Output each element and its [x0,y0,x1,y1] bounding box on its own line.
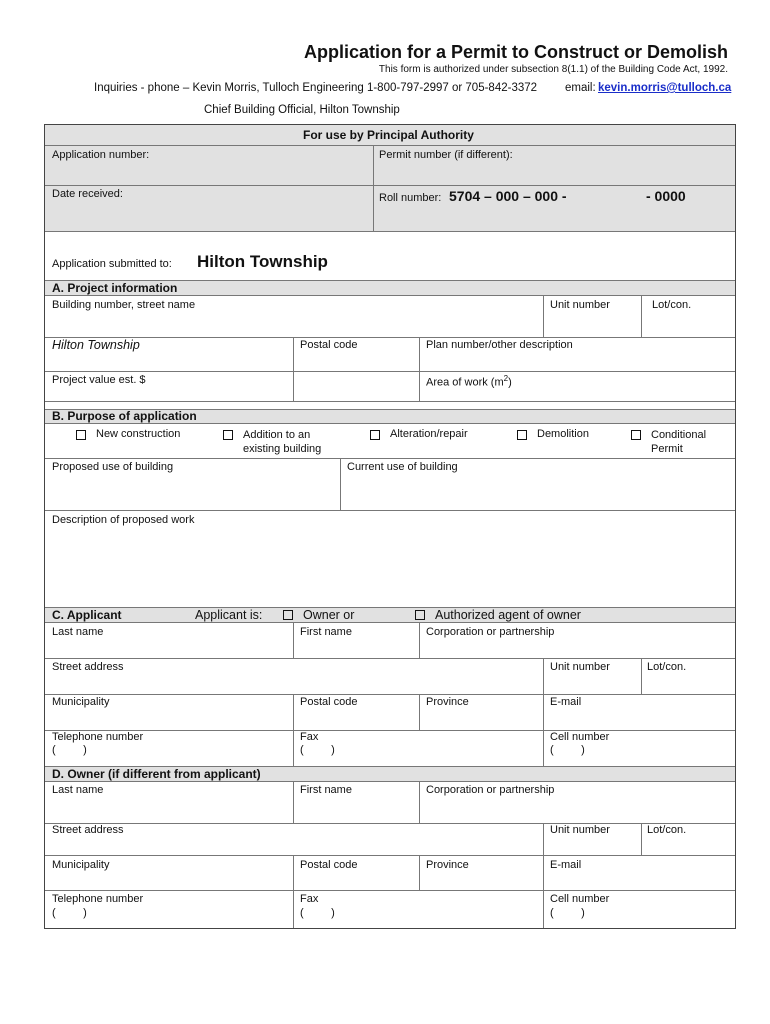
owner-street-field[interactable]: Street address [52,824,124,836]
date-received-field[interactable]: Date received: [52,188,123,200]
inquiries-line: Inquiries - phone – Kevin Morris, Tulloch Engineering 1-800-797-2997 or 705-842-3372 [94,82,538,94]
applicant-first-name-field[interactable]: First name [300,626,352,638]
applicant-telephone-field[interactable]: Telephone number [52,731,144,743]
applicant-province-field[interactable]: Province [426,696,469,708]
authority-heading: For use by Principal Authority [303,128,474,142]
applicant-fax-area: ( ) [300,744,335,756]
permit-form [44,124,736,929]
owner-cell-field[interactable]: Cell number [550,893,610,905]
submitted-to-value: Hilton Township [197,252,328,271]
owner-corporation-field[interactable]: Corporation or partnership [426,784,555,796]
applicant-is-label: Applicant is: [195,608,263,622]
email-link[interactable]: kevin.morris@tulloch.ca [598,82,732,94]
section-c-heading: C. Applicant [52,608,122,622]
addition-checkbox[interactable]: Addition to an existing building [223,428,333,456]
conditional-permit-checkbox[interactable]: Conditional Permit [631,428,711,456]
applicant-lot-field[interactable]: Lot/con. [647,661,687,673]
section-b-heading: B. Purpose of application [52,409,197,423]
applicant-postal-field[interactable]: Postal code [300,696,358,708]
chief-building-official: Chief Building Official, Hilton Township [204,104,400,116]
owner-checkbox[interactable]: Owner or [283,608,354,622]
municipality-value: Hilton Township [52,338,140,352]
applicant-email-field[interactable]: E-mail [550,696,582,708]
owner-last-name-field[interactable]: Last name [52,784,104,796]
application-number-field[interactable]: Application number: [52,149,150,161]
postal-code-field[interactable]: Postal code [300,339,358,351]
alteration-repair-checkbox[interactable]: Alteration/repair [370,428,468,440]
owner-postal-field[interactable]: Postal code [300,859,358,871]
owner-fax-field[interactable]: Fax [300,893,319,905]
permit-number-field[interactable]: Permit number (if different): [379,149,513,161]
current-use-field[interactable]: Current use of building [347,461,458,473]
section-d-heading: D. Owner (if different from applicant) [52,767,261,781]
applicant-unit-field[interactable]: Unit number [550,661,610,673]
new-construction-checkbox[interactable]: New construction [76,428,180,440]
owner-telephone-area: ( ) [52,907,87,919]
owner-unit-field[interactable]: Unit number [550,824,610,836]
owner-cell-area: ( ) [550,907,585,919]
demolition-checkbox[interactable]: Demolition [517,428,589,440]
owner-first-name-field[interactable]: First name [300,784,352,796]
proposed-use-field[interactable]: Proposed use of building [52,461,174,473]
email-label: email: [565,82,596,94]
agent-checkbox[interactable]: Authorized agent of owner [415,608,581,622]
applicant-cell-field[interactable]: Cell number [550,731,610,743]
applicant-last-name-field[interactable]: Last name [52,626,104,638]
owner-email-field[interactable]: E-mail [550,859,582,871]
owner-province-field[interactable]: Province [426,859,469,871]
owner-municipality-field[interactable]: Municipality [52,859,110,871]
project-value-field[interactable]: Project value est. $ [52,374,146,386]
applicant-cell-area: ( ) [550,744,585,756]
roll-number-label: Roll number: [379,192,442,204]
applicant-municipality-field[interactable]: Municipality [52,696,110,708]
unit-number-field[interactable]: Unit number [550,299,610,311]
applicant-fax-field[interactable]: Fax [300,731,319,743]
area-of-work-field[interactable]: Area of work $(m^2)$ [426,374,512,389]
description-field[interactable]: Description of proposed work [52,514,195,526]
lot-con-field[interactable]: Lot/con. [652,299,692,311]
owner-fax-area: ( ) [300,907,335,919]
owner-telephone-field[interactable]: Telephone number [52,893,144,905]
form-authority-note: This form is authorized under subsection 8(1.1) of the Building Code Act, 1992. [378,64,728,75]
roll-number-suffix: - 0000 [646,188,686,204]
building-street-field[interactable]: Building number, street name [52,299,196,311]
submitted-to-label: Application submitted to: [52,258,172,270]
plan-number-field[interactable]: Plan number/other description [426,339,573,351]
applicant-street-field[interactable]: Street address [52,661,124,673]
applicant-telephone-area: ( ) [52,744,87,756]
owner-lot-field[interactable]: Lot/con. [647,824,687,836]
roll-number-value: 5704 – 000 – 000 - [449,188,567,204]
section-a-heading: A. Project information [52,281,178,295]
form-title: Application for a Permit to Construct or Demolish [303,42,728,62]
applicant-corporation-field[interactable]: Corporation or partnership [426,626,555,638]
